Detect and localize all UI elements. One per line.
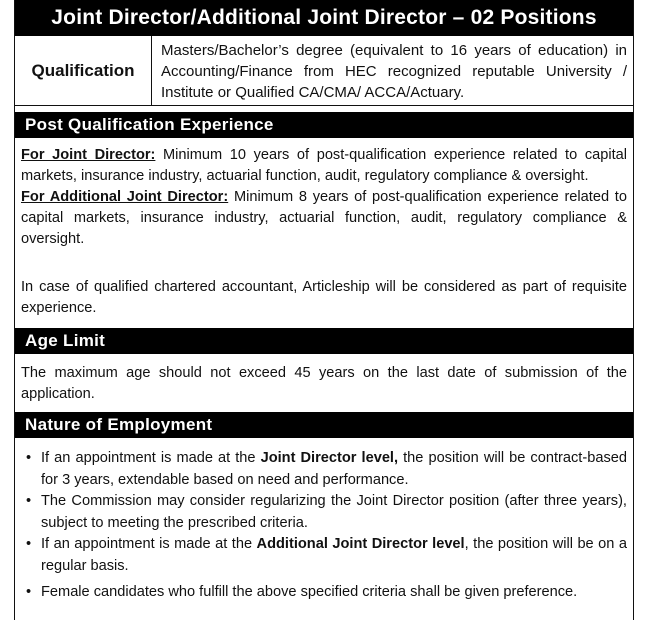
list-item: • Female candidates who fulfill the above specified criteria shall be given preference. [21, 582, 627, 604]
job-advert-sheet [14, 0, 634, 620]
qualification-text: Masters/Bachelor’s degree (equivalent to 16 years of education) in Accounting/Finance from HEC recognized reputable University / Institute or Qualified CA/CMA/ ACCA/Actuary. [161, 42, 627, 101]
employment-heading: Nature of Employment [15, 412, 633, 438]
list-item: • If an appointment is made at the Additional Joint Director level, the position will be on a regular basis. [26, 536, 627, 574]
age-limit-heading: Age Limit [15, 328, 633, 354]
qualification-row [15, 36, 633, 106]
qualification-label: Qualification [15, 36, 152, 105]
experience-heading: Post Qualification Experience [15, 112, 633, 138]
additional-joint-director-experience [21, 187, 627, 250]
experience-section [21, 145, 627, 250]
age-limit-text: The maximum age should not exceed 45 years on the last date of submission of the application. [21, 365, 627, 402]
joint-director-experience [21, 145, 627, 187]
bullet-icon: • [26, 584, 32, 600]
list-item: • If an appointment is made at the Joint Director level, the position will be contract-based for 3 years, extendable based on need and performance. [26, 450, 627, 488]
bullet-icon: • [26, 493, 32, 509]
articleship-note: In case of qualified chartered accountant, Articleship will be considered as part of requisite experience. [21, 279, 627, 316]
additional-joint-director-label: For Additional Joint Director: [21, 189, 229, 205]
joint-director-label: For Joint Director: [21, 147, 156, 163]
position-title: Joint Director/Additional Joint Director – 02 Positions [15, 0, 633, 36]
bullet-icon: • [26, 536, 32, 552]
joint-director-experience-text: Minimum 10 years of post-qualification experience related to capital markets, insurance industry, actuarial function, audit, regulatory compliance & oversight. [21, 147, 627, 184]
bullet-icon: • [26, 450, 32, 466]
employment-list [21, 448, 627, 604]
additional-joint-director-experience-text: Minimum 8 years of post-qualification experience related to capital markets, insurance industry, actuarial function, audit, regulatory compliance & oversight. [21, 189, 627, 247]
list-item: • The Commission may consider regularizing the Joint Director position (after three years), subject to meeting the prescribed criteria. [26, 493, 627, 531]
